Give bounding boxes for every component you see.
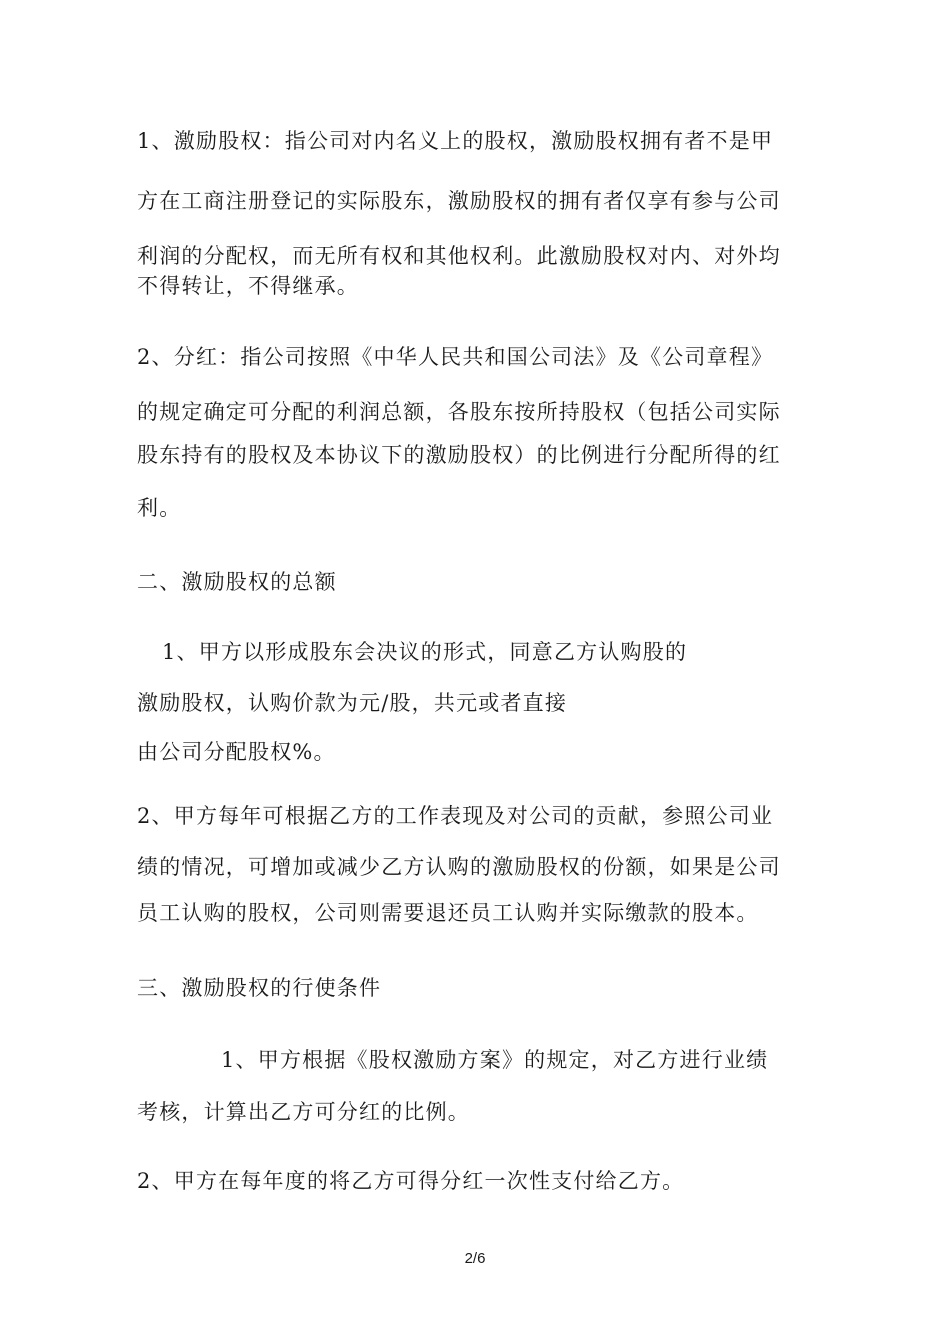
section-heading: 二、激励股权的总额 — [137, 570, 337, 594]
text-line: 2、甲方在每年度的将乙方可得分红一次性支付给乙方。 — [137, 1169, 685, 1193]
text-line: 1、激励股权：指公司对内名义上的股权，激励股权拥有者不是甲 — [137, 129, 774, 153]
text-line: 利。 — [137, 496, 182, 520]
text-line: 考核，计算出乙方可分红的比例。 — [137, 1100, 470, 1124]
text-line: 的规定确定可分配的利润总额，各股东按所持股权（包括公司实际 — [137, 400, 781, 424]
text-line: 1、甲方根据《股权激励方案》的规定，对乙方进行业绩 — [221, 1048, 769, 1072]
text-line: 方在工商注册登记的实际股东，激励股权的拥有者仅享有参与公司 — [137, 189, 781, 213]
text-line: 2、甲方每年可根据乙方的工作表现及对公司的贡献，参照公司业 — [137, 804, 774, 828]
page-number: 2/6 — [464, 1250, 486, 1267]
text-line: 2、分红：指公司按照《中华人民共和国公司法》及《公司章程》 — [137, 345, 774, 369]
text-line: 绩的情况，可增加或减少乙方认购的激励股权的份额，如果是公司 — [137, 855, 781, 879]
text-line: 员工认购的股权，公司则需要退还员工认购并实际缴款的股本。 — [137, 901, 759, 925]
text-line: 由公司分配股权%。 — [137, 740, 336, 764]
text-line: 激励股权，认购价款为元/股，共元或者直接 — [137, 691, 568, 715]
section-heading: 三、激励股权的行使条件 — [137, 976, 382, 1000]
text-line: 股东持有的股权及本协议下的激励股权）的比例进行分配所得的红 — [137, 443, 781, 467]
text-line: 利润的分配权，而无所有权和其他权利。此激励股权对内、对外均 — [137, 244, 781, 268]
text-line: 不得转让，不得继承。 — [137, 274, 359, 298]
text-line: 1、甲方以形成股东会决议的形式，同意乙方认购股的 — [162, 640, 688, 664]
